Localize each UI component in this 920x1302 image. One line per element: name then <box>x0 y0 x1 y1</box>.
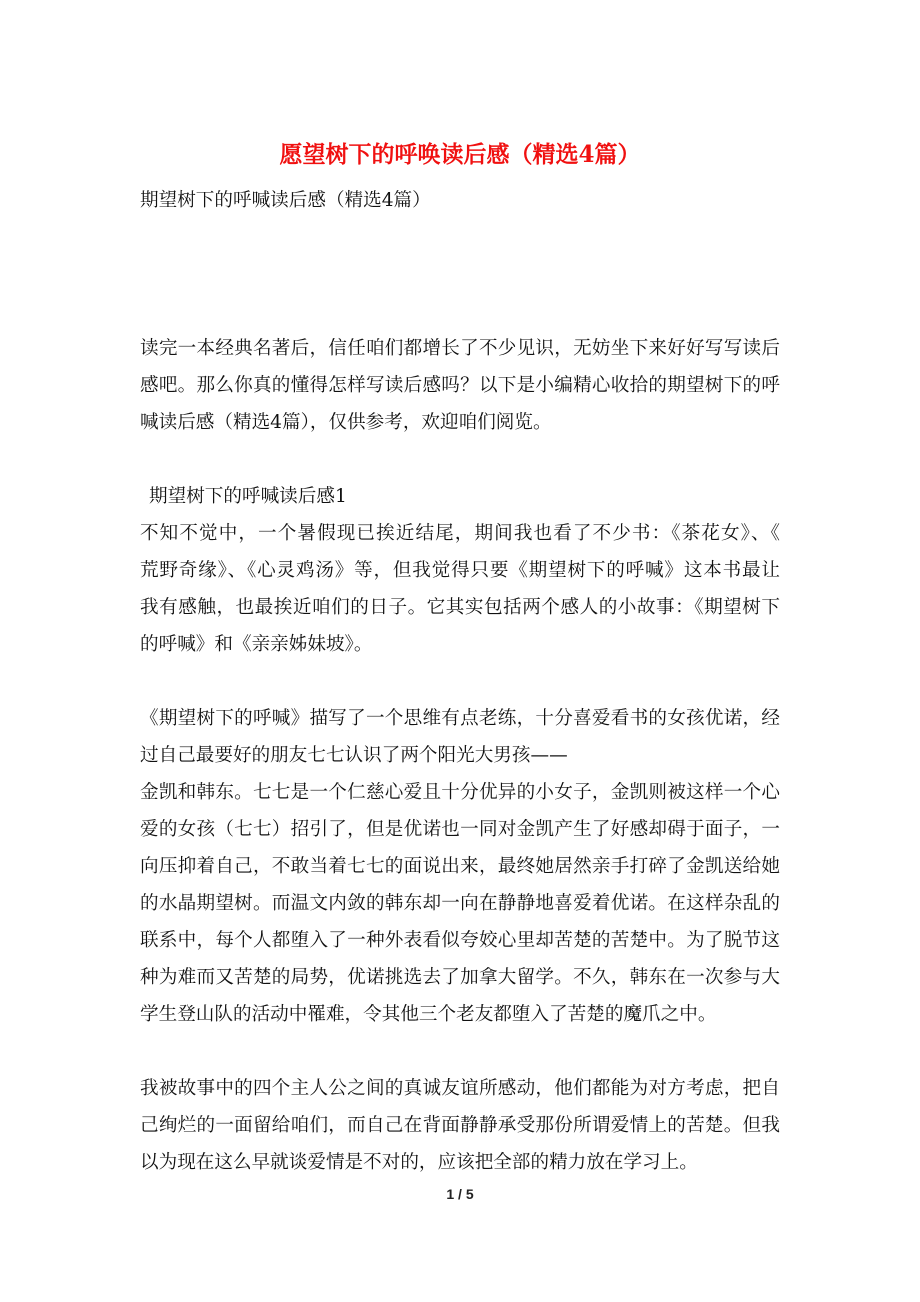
text-line: 读完一本经典名著后，信任咱们都增长了不少见识，无妨坐下来好好写写读后 <box>140 338 780 359</box>
text-line: 向压抑着自己，不敢当着七七的面说出来，最终她居然亲手打碎了金凯送给她 <box>140 856 780 877</box>
text-line: 过自己最要好的朋友七七认识了两个阳光大男孩—— <box>140 745 568 766</box>
paragraph-2 <box>140 700 780 1033</box>
text-line: 金凯和韩东。七七是一个仁慈心爱且十分优异的小女子，金凯则被这样一个心 <box>140 782 780 803</box>
text-line: 《期望树下的呼喊》描写了一个思维有点老练，十分喜爱看书的女孩优诺，经 <box>140 708 780 729</box>
text-line: 的呼喊》和《亲亲姊妹坡》。 <box>140 634 373 655</box>
text-line: 我有感触，也最挨近咱们的日子。它其实包括两个感人的小故事：《期望树下 <box>140 597 780 618</box>
text-line: 喊读后感（精选4篇），仅供参考，欢迎咱们阅览。 <box>140 412 552 433</box>
document-subtitle: 期望树下的呼喊读后感（精选4篇） <box>140 190 431 211</box>
intro-paragraph <box>140 330 780 441</box>
text-line: 联系中，每个人都堕入了一种外表看似夸姣心里却苦楚的苦楚中。为了脱节这 <box>140 930 780 951</box>
page-indicator: 1 / 5 <box>446 1186 474 1202</box>
paragraph-3 <box>140 1070 780 1181</box>
text-line: 爱的女孩（七七）招引了，但是优诺也一同对金凯产生了好感却碍于面子，一 <box>140 819 780 840</box>
paragraph-1 <box>140 515 780 663</box>
text-line: 荒野奇缘》、《心灵鸡汤》等，但我觉得只要《期望树下的呼喊》这本书最让 <box>140 560 780 581</box>
document-title: 愿望树下的呼唤读后感（精选4篇） <box>279 141 641 168</box>
text-line: 感吧。那么你真的懂得怎样写读后感吗？以下是小编精心收拾的期望树下的呼 <box>140 375 780 396</box>
section-heading: 期望树下的呼喊读后感1 <box>149 486 347 507</box>
text-line: 不知不觉中，一个暑假现已挨近结尾，期间我也看了不少书：《茶花女》、《 <box>140 523 780 544</box>
text-line: 学生登山队的活动中罹难，令其他三个老友都堕入了苦楚的魔爪之中。 <box>140 1004 717 1025</box>
text-line: 以为现在这么早就谈爱情是不对的，应该把全部的精力放在学习上。 <box>140 1152 698 1173</box>
text-line: 种为难而又苦楚的局势，优诺挑选去了加拿大留学。不久，韩东在一次参与大 <box>140 967 780 988</box>
document-body <box>140 182 780 1181</box>
text-line: 己绚烂的一面留给咱们，而自己在背面静静承受那份所谓爱情上的苦楚。但我 <box>140 1115 780 1136</box>
text-line: 的水晶期望树。而温文内敛的韩东却一向在静静地喜爱着优诺。在这样杂乱的 <box>140 893 780 914</box>
text-line: 我被故事中的四个主人公之间的真诚友谊所感动，他们都能为对方考虑，把自 <box>140 1078 780 1099</box>
